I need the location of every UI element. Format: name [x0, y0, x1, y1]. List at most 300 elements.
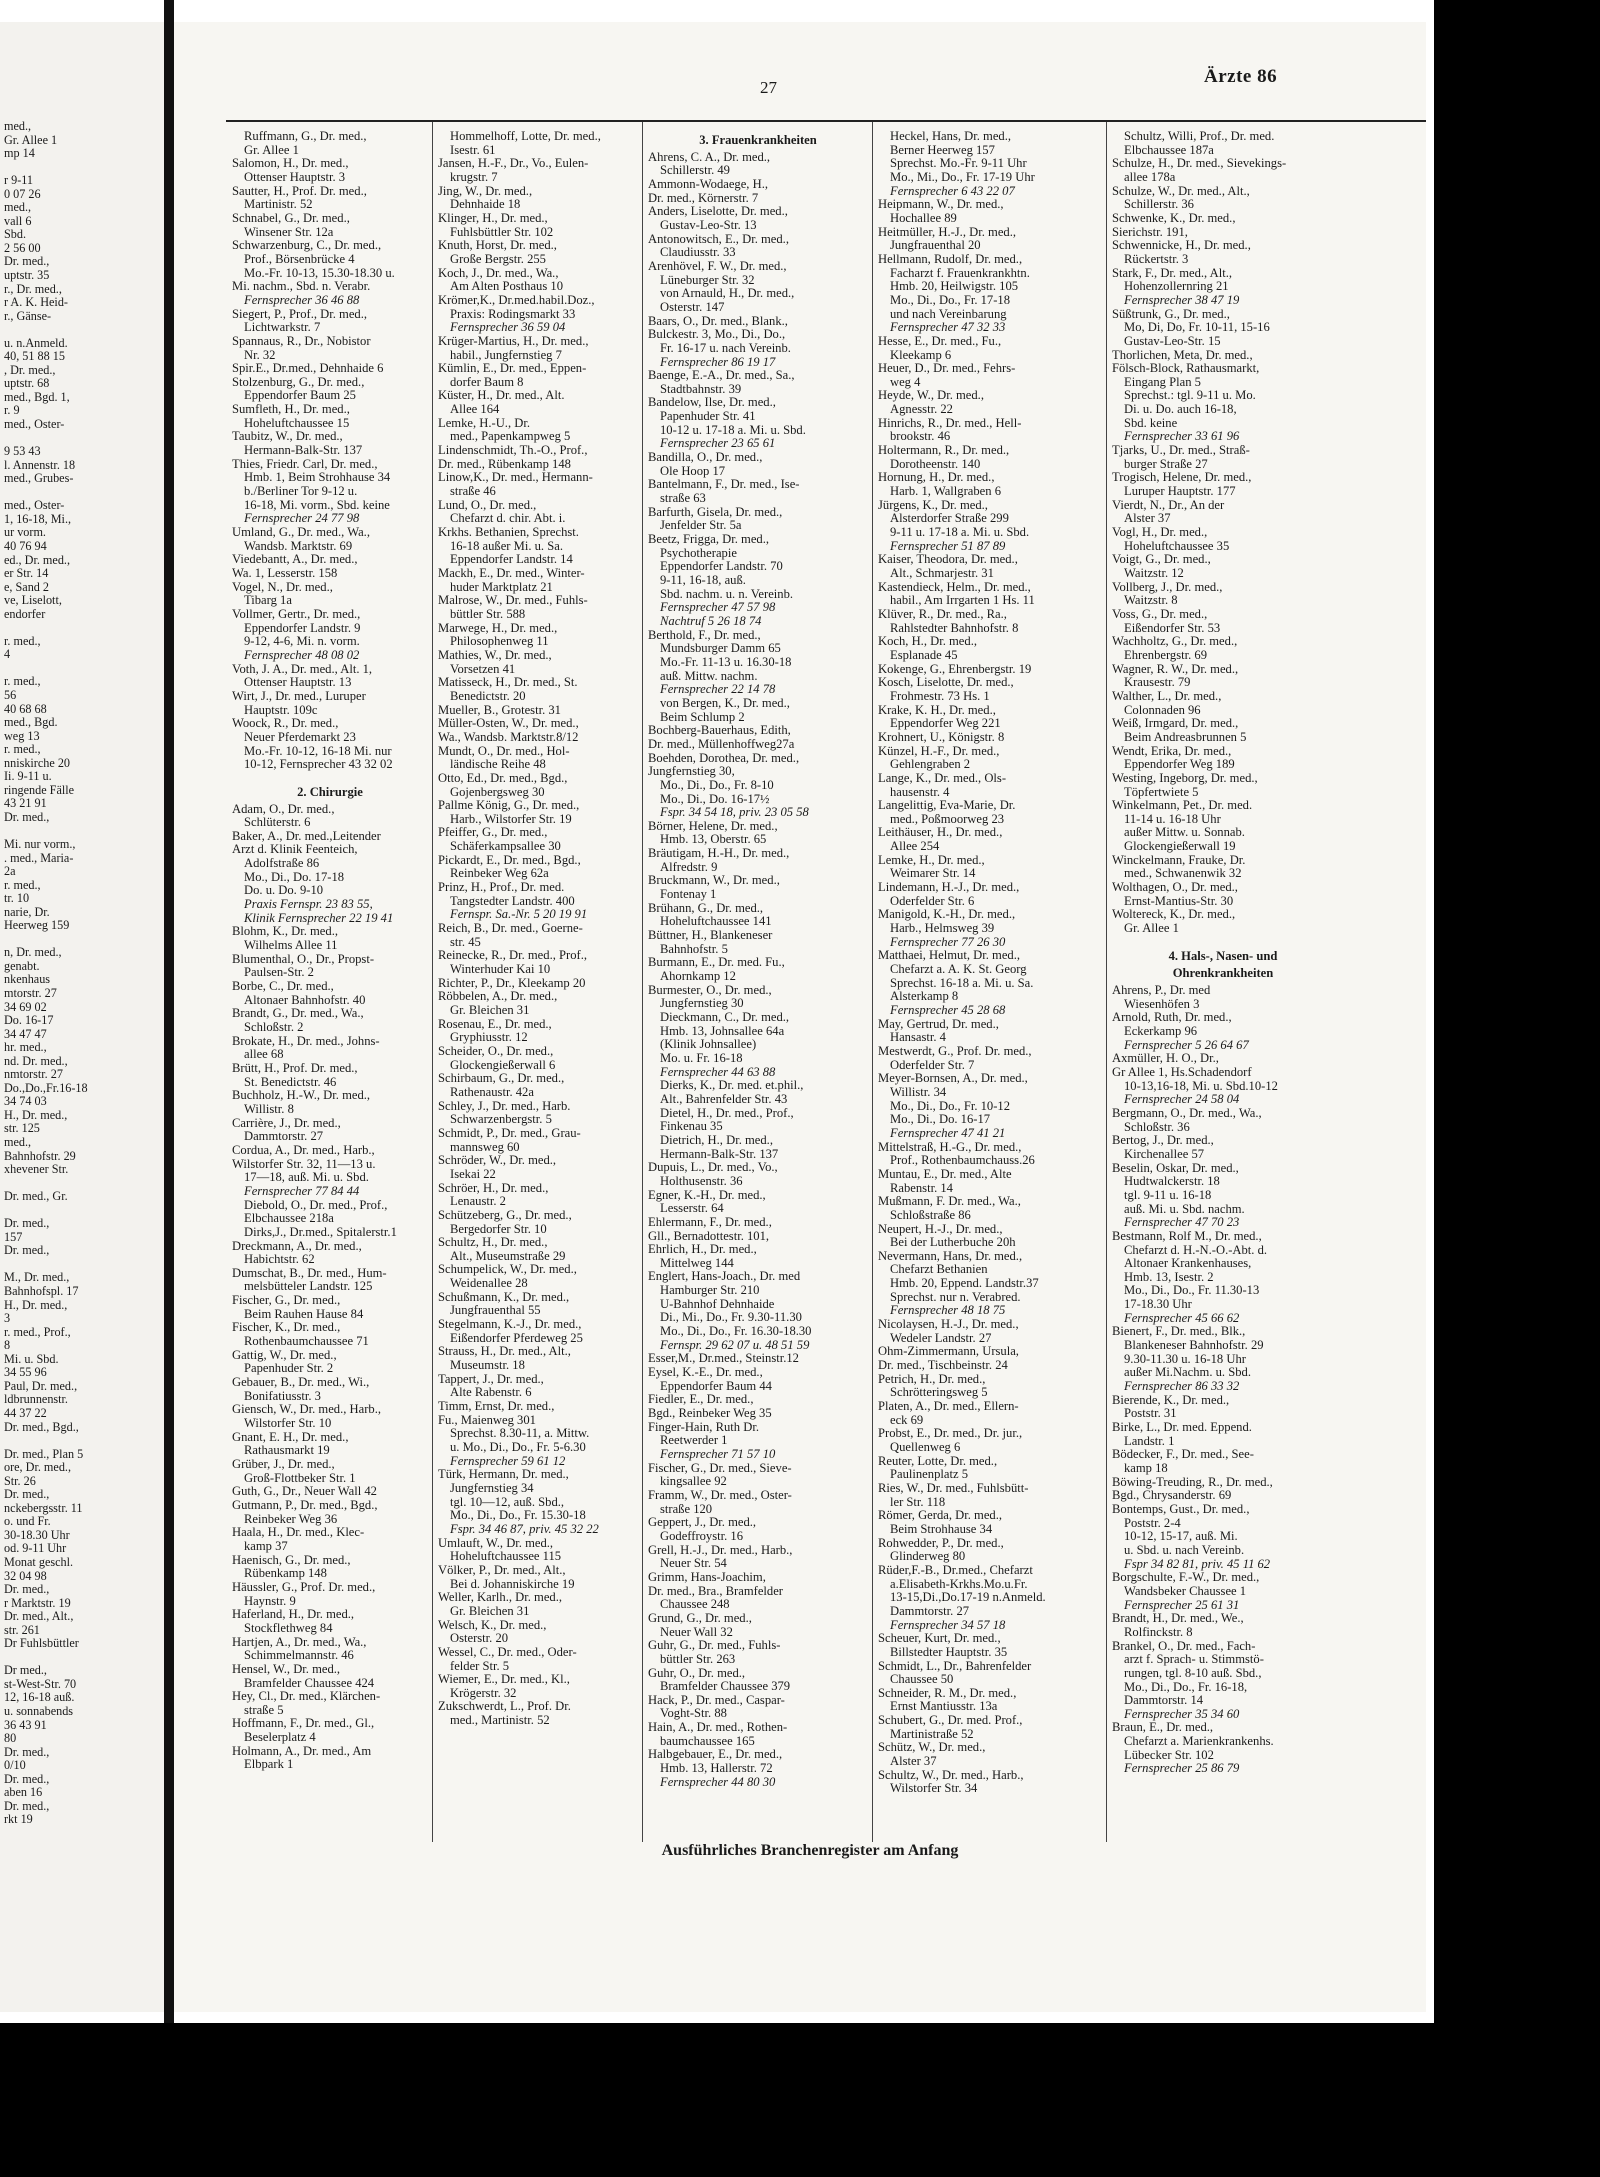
entry-line: tgl. 9-11 u. 16-18 [1124, 1188, 1212, 1202]
previous-page-line: 36 43 91 [4, 1717, 47, 1732]
entry-line: Landstr. 1 [1124, 1434, 1175, 1448]
entry-line: Sierichstr. 191, [1112, 225, 1188, 239]
entry-line: Voght-Str. 88 [660, 1707, 727, 1721]
entry-line: Eißendorfer Pferdeweg 25 [450, 1331, 583, 1345]
entry-line: Vierdt, N., Dr., An der [1112, 498, 1225, 512]
footer-note: Ausführliches Branchenregister am Anfang [661, 1842, 959, 1859]
column-divider [432, 122, 433, 1842]
entry-line: Paulinenplatz 5 [890, 1468, 968, 1482]
entry-line: Hmb. 1, Beim Strohhause 34 [244, 471, 391, 485]
entry-line: Isestr. 61 [450, 143, 496, 157]
entry-line: büttler Str. 263 [660, 1652, 736, 1666]
entry-line: Gryphiusstr. 12 [450, 1031, 528, 1045]
entry-line: Wiemer, E., Dr. med., Kl., [438, 1673, 570, 1687]
entry-line: auß. Mi. u. Sbd. nachm. [1124, 1202, 1245, 1216]
entry-line: b./Berliner Tor 9-12 u. [244, 485, 358, 499]
previous-page-line: ur vorm. [4, 525, 46, 540]
entry-line: Neuer Str. 54 [660, 1557, 727, 1571]
previous-page-text [4, 120, 164, 1827]
previous-page-line: er Str. 14 [4, 566, 49, 581]
entry-line: Bramfelder Chaussee 424 [244, 1676, 375, 1690]
entry-line: Bantelmann, F., Dr. med., Ise- [648, 478, 800, 492]
entry-line: Berthold, F., Dr. med., [648, 628, 761, 642]
entry-line: Ehlermann, F., Dr. med., [648, 1215, 772, 1229]
entry-line: Wandsb. Marktstr. 69 [244, 539, 353, 553]
entry-line: Schlüterstr. 6 [244, 816, 311, 830]
entry-line: Viedebantt, A., Dr. med., [232, 553, 358, 567]
entry-line: Mo., Di., Do., Fr. 8-10 [660, 778, 774, 792]
previous-page-line: 32 04 98 [4, 1568, 47, 1583]
entry-line: Osterstr. 20 [450, 1632, 509, 1646]
entry-line: straße 5 [244, 1703, 284, 1717]
entry-line: Lemke, H.-U., Dr. [438, 416, 530, 430]
entry-line: Zukschwerdt, L., Prof. Dr. [438, 1700, 571, 1714]
entry-line: Anders, Liselotte, Dr. med., [648, 205, 788, 219]
entry-line: Heckel, Hans, Dr. med., [890, 130, 1012, 143]
entry-line: Bgd., Reinbeker Weg 35 [648, 1407, 772, 1421]
previous-page-line: ringende Fälle [4, 782, 75, 797]
entry-line: Bierende, K., Dr. med., [1112, 1393, 1230, 1407]
previous-page-line: Bahnhofstr. 29 [4, 1148, 76, 1163]
entry-line: Grüber, J., Dr. med., [232, 1458, 335, 1471]
entry-line: Sprechst. Mo.-Fr. 9-11 Uhr [890, 157, 1027, 171]
entry-line: Krake, K. H., Dr. med., [878, 703, 996, 717]
entry-line: Otto, Ed., Dr. med., Bgd., [438, 771, 568, 785]
entry-line: Papenhuder Str. 41 [660, 410, 756, 424]
previous-page-line: Heerweg 159 [4, 918, 70, 933]
phone-line: Fernsprecher 48 18 75 [890, 1304, 1006, 1318]
entry-line: Bei der Lutherbuche 20h [890, 1236, 1016, 1250]
entry-line: Dorotheenstr. 140 [890, 457, 981, 471]
entry-line: Lindemann, H.-J., Dr. med., [878, 881, 1020, 895]
previous-page-line: 12, 16-18 auß. [4, 1690, 75, 1705]
previous-page-line: 43 21 91 [4, 796, 47, 811]
entry-line: Alte Rabenstr. 6 [450, 1386, 532, 1400]
entry-line: Ries, W., Dr. med., Fuhlsbütt- [878, 1481, 1029, 1495]
entry-line: Mo. u. Fr. 16-18 [660, 1051, 743, 1065]
entry-line: Hellmann, Rudolf, Dr. med., [878, 252, 1023, 266]
previous-page-line: 9 53 43 [4, 444, 41, 459]
entry-line: Alt., Bahrenfelder Str. 43 [660, 1092, 788, 1106]
phone-line: Praxis Fernspr. 23 83 55, [244, 898, 373, 912]
entry-line: Rabenstr. 14 [890, 1181, 953, 1195]
entry-line: Bienert, F., Dr. med., Blk., [1112, 1325, 1246, 1339]
entry-line: Winterhuder Kai 10 [450, 963, 551, 977]
entry-line: Isekai 22 [450, 1167, 496, 1181]
previous-page-line: weg 13 [4, 728, 40, 743]
entry-line: Mathies, W., Dr. med., [438, 648, 552, 662]
entry-line: St. Benedictstr. 46 [244, 1075, 337, 1089]
entry-line: med., Poßmoorweg 23 [890, 812, 1005, 826]
entry-line: Schneider, R. M., Dr. med., [878, 1686, 1017, 1700]
entry-line: Winsener Str. 12a [244, 225, 334, 239]
entry-line: Krögerstr. 32 [450, 1686, 517, 1700]
entry-line: Knuth, Horst, Dr. med., [438, 239, 557, 253]
entry-line: Di., Mi., Do., Fr. 9.30-11.30 [660, 1311, 802, 1325]
phone-line: Fernspr. Sa.-Nr. 5 20 19 91 [450, 908, 588, 922]
entry-line: Bontemps, Gust., Dr. med., [1112, 1502, 1250, 1516]
entry-line: habil., Am Irrgarten 1 Hs. 11 [890, 594, 1035, 608]
entry-line: Grund, G., Dr. med., [648, 1611, 752, 1625]
entry-line: Schillerstr. 49 [660, 164, 730, 178]
entry-line: Müller-Osten, W., Dr. med., [438, 717, 579, 731]
entry-line: Schloßstr. 2 [244, 1021, 304, 1034]
entry-line: Fuhlsbüttler Str. 102 [450, 225, 554, 239]
phone-line: Klinik Fernsprecher 22 19 41 [244, 911, 394, 925]
entry-line: Römer, Gerda, Dr. med., [878, 1509, 1002, 1523]
previous-page-line: nckebergsstr. 11 [4, 1500, 83, 1515]
entry-line: a.Elisabeth-Krkhs.Mo.u.Fr. [890, 1577, 1028, 1591]
previous-page-line: Dr. med., [4, 1771, 50, 1786]
entry-line: Bestmann, Rolf M., Dr. med., [1112, 1229, 1262, 1243]
entry-line: Quellenweg 6 [890, 1441, 961, 1454]
entry-line: Gr. Bleichen 31 [450, 1604, 530, 1618]
entry-line: Alt., Schmarjestr. 31 [890, 567, 994, 580]
entry-line: Mo., Di., Do. 16-17½ [660, 792, 770, 806]
entry-line: Salomon, H., Dr. med., [232, 157, 349, 171]
entry-line: Schillerstr. 36 [1124, 198, 1194, 212]
previous-page-line: ve, Liselott, [4, 593, 62, 608]
previous-page-line: Dr Fuhlsbüttler [4, 1636, 79, 1651]
entry-line: 16-18, Mi. vorm., Sbd. keine [244, 498, 390, 512]
entry-line: Neupert, H.-J., Dr. med., [878, 1222, 1003, 1236]
entry-line: Wandsbeker Chaussee 1 [1124, 1584, 1247, 1598]
entry-line: Krkhs. Bethanien, Sprechst. [438, 526, 579, 540]
entry-line: Haenisch, G., Dr. med., [232, 1553, 351, 1567]
entry-line: Hinrichs, R., Dr. med., Hell- [878, 416, 1022, 430]
entry-line: Weidenallee 28 [450, 1277, 528, 1291]
entry-line: Eckerkamp 96 [1124, 1025, 1198, 1038]
entry-line: Altonaer Krankenhauses, [1124, 1257, 1252, 1271]
entry-line: Chefarzt a. A. K. St. Georg [890, 963, 1027, 977]
entry-line: Museumstr. 18 [450, 1359, 525, 1373]
entry-line: Vollmer, Gertr., Dr. med., [232, 607, 361, 621]
entry-line: Mestwerdt, G., Prof. Dr. med., [878, 1044, 1032, 1058]
phone-line: Fspr. 34 46 87, priv. 45 32 22 [450, 1522, 599, 1536]
entry-line: Benedictstr. 20 [450, 689, 526, 703]
previous-page-line: 4 [4, 647, 11, 662]
entry-line: 9.30-11.30 u. 16-18 Uhr [1124, 1352, 1246, 1366]
entry-line: Hauptstr. 109c [244, 703, 318, 717]
phone-line: Fernsprecher 44 80 30 [660, 1775, 776, 1789]
phone-line: Fernsprecher 77 84 44 [244, 1184, 360, 1198]
entry-line: Kastendieck, Helm., Dr. med., [878, 580, 1031, 594]
entry-line: Tjarks, U., Dr. med., Straß- [1112, 444, 1250, 458]
entry-line: Birke, L., Dr. med. Eppend. [1112, 1421, 1252, 1435]
entry-line: Kosch, Liselotte, Dr. med., [878, 676, 1014, 690]
entry-line: Büttner, H., Blankeneser [648, 929, 773, 943]
entry-line: Krüger-Martius, H., Dr. med., [438, 334, 589, 348]
entry-line: Schmidt, P., Dr. med., Grau- [438, 1126, 581, 1140]
entry-line: Mittelstraß, H.-G., Dr. med., [878, 1140, 1022, 1154]
entry-line: Scheuer, Kurt, Dr. med., [878, 1632, 1001, 1646]
entry-line: Gnant, E. H., Dr. med., [232, 1430, 349, 1444]
previous-page-line: med., Oster- [4, 498, 65, 513]
previous-page-line: Gr. Allee 1 [4, 132, 58, 147]
entry-line: melsbütteler Landstr. 125 [244, 1280, 373, 1294]
entry-line: Wachholtz, G., Dr. med., [1112, 635, 1238, 649]
entry-line: Schwarzenbergstr. 5 [450, 1113, 552, 1127]
phone-line: Fernsprecher 24 58 04 [1124, 1093, 1240, 1107]
previous-page-line [4, 621, 164, 635]
entry-line: Arnold, Ruth, Dr. med., [1112, 1011, 1232, 1025]
entry-line: Reinbeker Weg 62a [450, 867, 549, 881]
entry-line: Schäferkampsallee 30 [450, 840, 561, 854]
entry-line: Beetz, Frigga, Dr. med., [648, 533, 770, 547]
entry-line: Neuer Wall 32 [660, 1625, 733, 1639]
entry-line: hausenstr. 4 [890, 785, 950, 799]
entry-line: Völker, P., Dr. med., Alt., [438, 1563, 566, 1577]
entry-line: Hamburger Str. 210 [660, 1284, 760, 1298]
entry-line: Ammonn-Wodaege, H., [648, 177, 768, 191]
entry-line: Harb., Wilstorfer Str. 19 [450, 812, 572, 826]
entry-line: Schwenke, K., Dr. med., [1112, 211, 1236, 225]
entry-line: Hack, P., Dr. med., Caspar- [648, 1693, 785, 1707]
previous-page-line: mtorstr. 27 [4, 986, 57, 1000]
entry-line: Wilstorfer Str. 34 [890, 1782, 978, 1796]
entry-line: Lichtwarkstr. 7 [244, 321, 321, 335]
entry-line: Schröer, H., Dr. med., [438, 1181, 549, 1195]
entry-line: Jing, W., Dr. med., [438, 184, 533, 198]
entry-line: Schnabel, G., Dr. med., [232, 211, 350, 225]
entry-line: Tappert, J., Dr. med., [438, 1372, 544, 1386]
entry-line: Chaussee 50 [890, 1673, 954, 1687]
entry-line: Chefarzt a. Marienkrankenhs. [1124, 1735, 1274, 1749]
entry-line: Schloßstr. 36 [1124, 1120, 1190, 1134]
entry-line: Waitzstr. 8 [1124, 594, 1178, 608]
previous-page-line: n, Dr. med., [4, 945, 62, 960]
phone-line: Fernsprecher 25 86 79 [1124, 1762, 1240, 1776]
entry-line: Mo.-Fr. 10-13, 15.30-18.30 u. [244, 266, 395, 280]
entry-line: Rosenau, E., Dr. med., [438, 1017, 552, 1031]
entry-line: Egner, K.-H., Dr. med., [648, 1188, 766, 1202]
entry-line: Hoheluftchaussee 15 [244, 416, 350, 430]
entry-line: Tibarg 1a [244, 594, 292, 608]
phone-line: Fernsprecher 77 26 30 [890, 935, 1006, 949]
entry-line: Matisseck, H., Dr. med., St. [438, 676, 578, 690]
entry-line: Heitmüller, H.-J., Dr. med., [878, 225, 1017, 239]
entry-line: Platen, A., Dr. med., Ellern- [878, 1400, 1019, 1414]
entry-line: Dammtorstr. 14 [1124, 1694, 1204, 1708]
entry-line: Barfurth, Gisela, Dr. med., [648, 505, 783, 519]
entry-line: ländische Reihe 48 [450, 758, 546, 772]
entry-line: Weller, Karlh., Dr. med., [438, 1591, 563, 1605]
entry-line: Muntau, E., Dr. med., Alte [878, 1167, 1012, 1181]
entry-line: Schultz, W., Dr. med., Harb., [878, 1768, 1024, 1782]
entry-line: felder Str. 5 [450, 1659, 510, 1673]
previous-page-line: nniskirche 20 [4, 755, 71, 770]
entry-line: Hansastr. 4 [890, 1031, 946, 1045]
entry-line: Große Bergstr. 255 [450, 252, 546, 266]
entry-line: Wedeler Landstr. 27 [890, 1331, 992, 1345]
entry-line: Jungfernstieg 30, [648, 765, 735, 779]
previous-page-line: tr. 10 [4, 891, 30, 906]
entry-line: Ernst-Mantius-Str. 30 [1124, 894, 1234, 908]
entry-line: Cordua, A., Dr. med., Harb., [232, 1143, 375, 1157]
entry-line: Hey, Cl., Dr. med., Klärchen- [232, 1690, 381, 1704]
entry-line: Voth, J. A., Dr. med., Alt. 1, [232, 662, 373, 676]
previous-page-line: Dr. med., [4, 1243, 50, 1258]
previous-page-line: ed., Dr. med., [4, 552, 71, 567]
phone-line: Fernsprecher 48 08 02 [244, 648, 360, 662]
entry-line: Fischer, G., Dr. med., [232, 1294, 341, 1308]
entry-line: Mueller, B., Grotestr. 31 [438, 703, 561, 717]
previous-page-line: Dr. med., [4, 1798, 50, 1813]
entry-line: Langelittig, Eva-Marie, Dr. [878, 799, 1016, 813]
entry-line: Wiesenhöfen 3 [1124, 997, 1200, 1011]
entry-line: Eppendorfer Landstr. 9 [244, 621, 361, 635]
phone-line: Fernsprecher 47 57 98 [660, 601, 776, 615]
entry-line: Poststr. 31 [1124, 1407, 1177, 1421]
entry-line: Dr. med., Körnerstr. 7 [648, 191, 759, 205]
entry-line: Giensch, W., Dr. med., Harb., [232, 1403, 382, 1417]
entry-line: Sbd. nachm. u. n. Vereinb. [660, 587, 794, 601]
previous-page-line: 34 69 02 [4, 999, 47, 1014]
previous-page-line: Dr. med., Alt., [4, 1609, 74, 1624]
entry-line: Taubitz, W., Dr. med., [232, 430, 343, 444]
entry-line: Dietel, H., Dr. med., Prof., [660, 1106, 794, 1120]
entry-line: May, Gertrud, Dr. med., [878, 1017, 999, 1031]
entry-line: Beselerplatz 4 [244, 1731, 316, 1745]
entry-line: außer Mittw. u. Sonnab. [1124, 826, 1245, 840]
entry-line: Osterstr. 147 [660, 300, 725, 314]
entry-line: Rüder,F.-B., Dr.med., Chefarzt [878, 1563, 1033, 1577]
entry-line: Brütt, H., Prof. Dr. med., [232, 1061, 358, 1075]
directory-column-3 [648, 130, 868, 1789]
entry-line: Heipmann, W., Dr. med., [878, 198, 1004, 212]
entry-line: Prinz, H., Prof., Dr. med. [438, 881, 565, 895]
entry-line: Hommelhoff, Lotte, Dr. med., [450, 130, 601, 143]
entry-line: Baenge, E.-A., Dr. med., Sa., [648, 369, 795, 383]
entry-line: Eysel, K.-E., Dr. med., [648, 1366, 763, 1380]
entry-line: Mundt, O., Dr. med., Hol- [438, 744, 570, 758]
entry-line: Borbe, C., Dr. med., [232, 980, 334, 994]
entry-line: Geppert, J., Dr. med., [648, 1516, 757, 1530]
entry-line: Umlauft, W., Dr. med., [438, 1536, 554, 1550]
entry-line: Bertog, J., Dr. med., [1112, 1134, 1214, 1148]
entry-line: tgl. 10—12, auß. Sbd., [450, 1495, 565, 1509]
entry-line: Reinbeker Weg 36 [244, 1512, 338, 1526]
entry-line: Mundsburger Damm 65 [660, 642, 781, 656]
entry-line: Nr. 32 [244, 348, 276, 362]
entry-line: Klüver, R., Dr. med., Ra., [878, 607, 1007, 621]
entry-line: Ahornkamp 12 [660, 970, 736, 984]
previous-page-line: Str. 26 [4, 1473, 36, 1488]
entry-line: Vogl, H., Dr. med., [1112, 526, 1208, 540]
entry-line: außer Mi.Nachm. u. Sbd. [1124, 1366, 1251, 1380]
previous-page-line: med., Bgd. [4, 715, 58, 730]
previous-page-line: mp 14 [4, 146, 35, 161]
entry-line: Ohm-Zimmermann, Ursula, [878, 1345, 1019, 1359]
entry-line: Rückertstr. 3 [1124, 252, 1189, 266]
entry-line: Arenhövel, F. W., Dr. med., [648, 259, 787, 273]
entry-line: allee 178a [1124, 170, 1176, 184]
directory-column-2 [438, 130, 638, 1728]
entry-line: Guhr, O., Dr. med., [648, 1666, 746, 1680]
entry-line: Mo.-Fr. 11-13 u. 16.30-18 [660, 655, 792, 669]
entry-line: Martinistraße 52 [890, 1727, 974, 1741]
entry-line: Di. u. Do. auch 16-18, [1124, 403, 1237, 417]
entry-line: mannsweg 60 [450, 1140, 520, 1154]
previous-page-line: r. med., [4, 877, 41, 892]
entry-line: Rohwedder, P., Dr. med., [878, 1536, 1004, 1550]
entry-line: Hoheluftchaussee 141 [660, 915, 772, 929]
entry-line: Westing, Ingeborg, Dr. med., [1112, 771, 1258, 785]
entry-line: Börner, Helene, Dr. med., [648, 819, 778, 833]
entry-line: Poststr. 2-4 [1124, 1516, 1181, 1530]
entry-line: Ahrens, C. A., Dr. med., [648, 150, 771, 164]
section-heading: 2. Chirurgie [297, 785, 363, 799]
previous-page-line: 2a [4, 864, 16, 879]
entry-line: brookstr. 46 [890, 430, 951, 444]
entry-line: Stadtbahnstr. 39 [660, 382, 742, 396]
previous-page-line: Bahnhofspl. 17 [4, 1284, 79, 1299]
previous-page-line: r. med., [4, 742, 41, 757]
entry-line: Thies, Friedr. Carl, Dr. med., [232, 457, 378, 471]
entry-line: Künzel, H.-F., Dr. med., [878, 744, 1000, 758]
entry-line: Röbbelen, A., Dr. med., [438, 990, 558, 1004]
previous-page-line: u. n.Anmeld. [4, 335, 68, 350]
entry-line: Bochberg-Bauerhaus, Edith, [648, 724, 791, 738]
entry-line: 10-12 u. 17-18 a. Mi. u. Sbd. [660, 423, 806, 437]
phone-line: Fernsprecher 25 61 31 [1124, 1598, 1240, 1612]
entry-line: Gll., Bernadottestr. 101, [648, 1229, 770, 1243]
entry-line: Ottenser Hauptstr. 3 [244, 170, 346, 184]
previous-page-line: 56 [4, 687, 17, 702]
entry-line: u. Mo., Di., Do., Fr. 5-6.30 [450, 1441, 586, 1454]
entry-line: Gr. Allee 1 [1124, 922, 1179, 936]
previous-page-line: . med., Maria- [4, 850, 74, 865]
entry-line: Stegelmann, K.-J., Dr. med., [438, 1318, 582, 1332]
previous-page-line: r. med., [4, 674, 41, 689]
entry-line: Mittelweg 144 [660, 1256, 734, 1270]
previous-page-line [4, 933, 164, 947]
previous-page-line: 0 07 26 [4, 186, 41, 201]
entry-line: Beim Strohhause 34 [890, 1522, 993, 1536]
section-heading: 3. Frauenkrankheiten [699, 134, 817, 147]
entry-line: Mo., Di., Do., Fr. 11.30-13 [1124, 1284, 1260, 1298]
entry-line: Guhr, G., Dr. med., Fuhls- [648, 1639, 781, 1653]
previous-page-line: uptstr. 35 [4, 268, 50, 283]
entry-line: Wessel, C., Dr. med., Oder- [438, 1645, 577, 1659]
entry-line: Petrich, H., Dr. med., [878, 1372, 986, 1386]
entry-line: Hesse, E., Dr. med., Fu., [878, 334, 1002, 348]
entry-line: Dupuis, L., Dr. med., Vo., [648, 1161, 778, 1175]
entry-line: Hoheluftchaussee 115 [450, 1550, 562, 1564]
phone-line: Fernsprecher 86 19 17 [660, 355, 776, 369]
previous-page-line: 0/10 [4, 1758, 26, 1773]
entry-line: kamp 37 [244, 1539, 288, 1553]
entry-line: Strauss, H., Dr. med., Alt., [438, 1345, 571, 1359]
phone-line: Fernsprecher 59 61 12 [450, 1454, 566, 1468]
entry-line: str. 45 [450, 935, 481, 949]
entry-line: Schmidt, L., Dr., Bahrenfelder [878, 1659, 1032, 1673]
entry-line: Arzt d. Klinik Feenteich, [232, 843, 358, 857]
entry-line: büttler Str. 588 [450, 607, 526, 621]
entry-line: Wilstorfer Str. 32, 11—13 u. [232, 1157, 376, 1171]
entry-line: Alsterkamp 8 [890, 990, 959, 1004]
scan-border-right [1434, 0, 1600, 2177]
previous-page-line: H., Dr. med., [4, 1107, 68, 1122]
entry-line: med., Papenkampweg 5 [450, 430, 571, 444]
entry-line: Waitzstr. 12 [1124, 567, 1184, 580]
entry-line: Dietrich, H., Dr. med., [660, 1133, 773, 1147]
phone-line: Fernsprecher 5 26 64 67 [1124, 1038, 1249, 1052]
previous-page-line: 34 47 47 [4, 1026, 47, 1041]
entry-line: Do. u. Do. 9-10 [244, 884, 324, 898]
entry-line: Altonaer Bahnhofstr. 40 [244, 993, 366, 1007]
entry-line: Adolfstraße 86 [244, 857, 320, 871]
